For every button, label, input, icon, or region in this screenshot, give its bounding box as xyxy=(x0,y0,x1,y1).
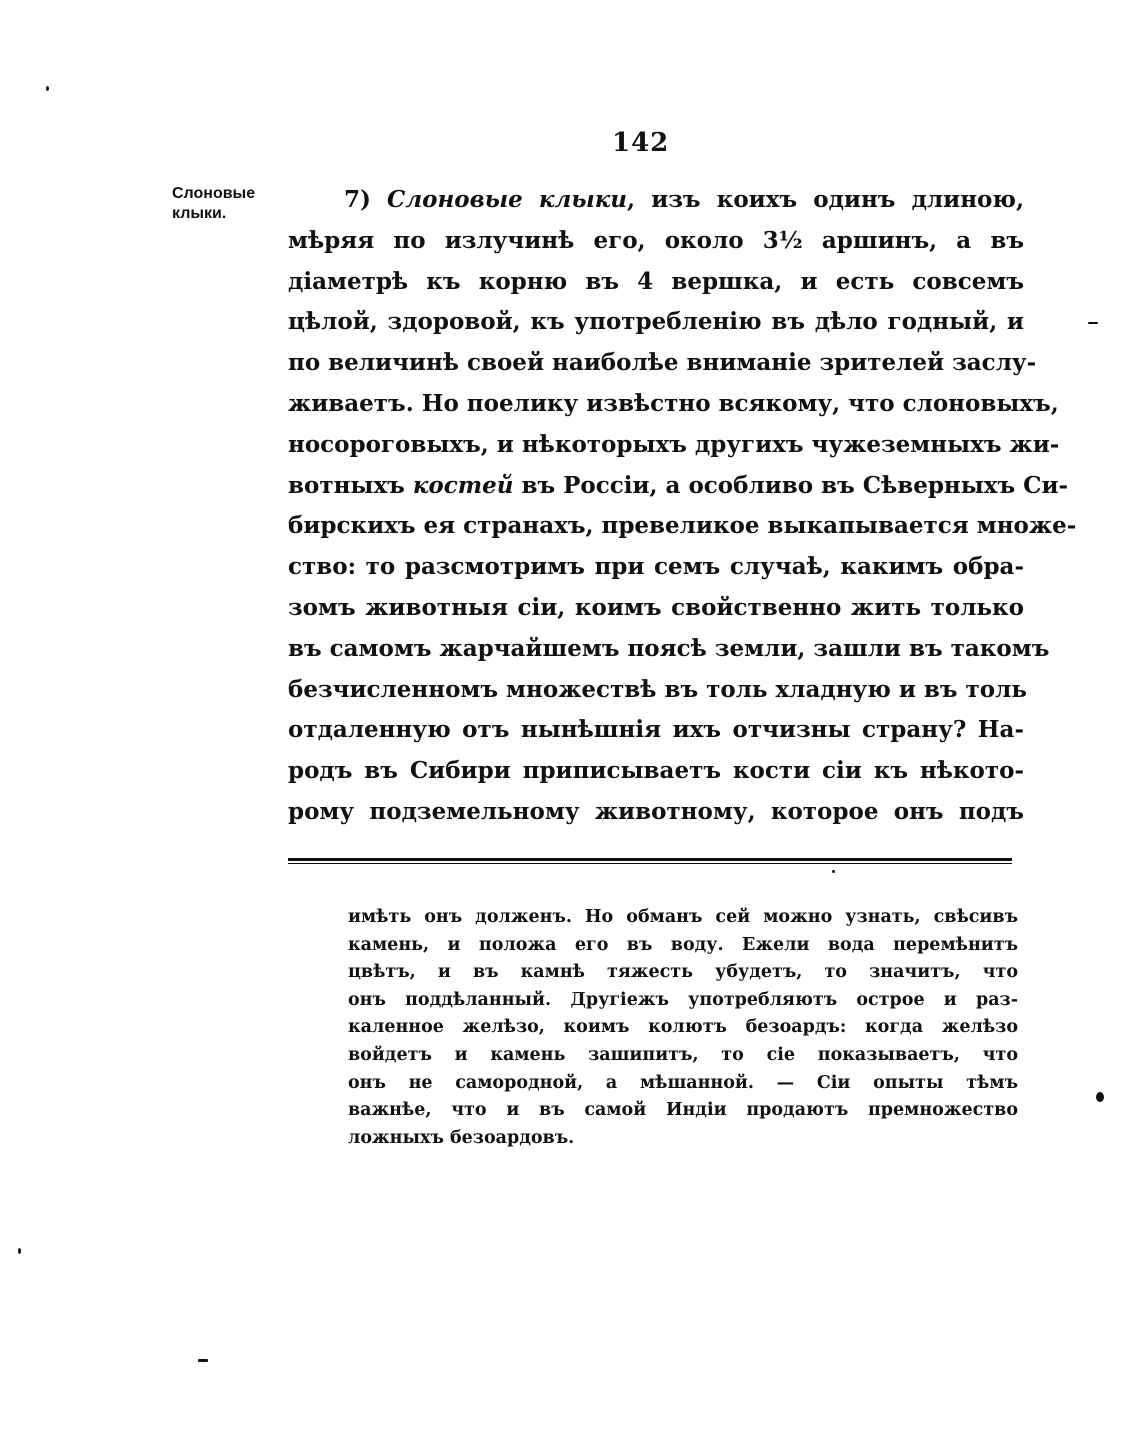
text-line: въ самомъ жарчайшемъ поясѣ земли, зашли въ такомъ xyxy=(288,634,1050,662)
text-line xyxy=(288,466,1069,507)
footnote xyxy=(348,904,1018,1152)
text-line xyxy=(288,180,1024,221)
main-paragraph xyxy=(288,180,1077,833)
text-line: ство: то разсмотримъ при семъ случаѣ, какимъ обра- xyxy=(288,553,1024,581)
scan-speck xyxy=(46,86,49,91)
footnote-line: цвѣтъ, и въ камнѣ тяжесть убудетъ, то значитъ, что xyxy=(348,962,1018,983)
scan-speck xyxy=(832,870,835,873)
footnote-line: имѣть онъ долженъ. Но обманъ сей можно узнать, свѣсивъ xyxy=(348,907,1018,927)
text-line: зомъ животныя сіи, коимъ свойственно жить только xyxy=(288,593,1024,621)
margin-note-line-1: Слоновые xyxy=(172,185,256,202)
text-line: рому подземельному животному, которое онъ подъ xyxy=(288,797,1024,825)
text-line: родъ въ Сибири приписываетъ кости сіи къ нѣкото- xyxy=(288,757,1024,785)
margin-note xyxy=(172,184,255,224)
footnote-divider xyxy=(288,858,1012,864)
text-line: бирскихъ ея странахъ, превеликое выкапывается множе- xyxy=(288,512,1077,540)
text-line: живаетъ. Но поелику извѣстно всякому, что слоновыхъ, xyxy=(288,389,1059,417)
footnote-line: важнѣе, что и въ самой Индіи продаютъ премножество xyxy=(348,1100,1018,1121)
text-line: цѣлой, здоровой, къ употребленію въ дѣло годный, и xyxy=(288,308,1024,336)
scan-speck xyxy=(18,1248,21,1254)
footnote-line: онъ не самородной, а мѣшанной. — Сіи опыты тѣмъ xyxy=(348,1072,1018,1093)
text-fragment: въ Россіи, а особливо въ Сѣверныхъ Си- xyxy=(521,471,1069,499)
footnote-line: онъ поддѣланный. Другіежъ употребляютъ острое и раз- xyxy=(348,989,1018,1010)
page-number: 142 xyxy=(612,128,670,158)
text-line: носороговыхъ, и нѣкоторыхъ другихъ чужеземныхъ жи- xyxy=(288,430,1060,458)
text-fragment: , изъ коихъ одинъ длиною, xyxy=(627,186,1024,213)
scan-speck xyxy=(1088,322,1098,324)
footnote-line: войдетъ и камень зашипитъ, то сіе показываетъ, что xyxy=(348,1044,1018,1065)
footnote-line: ложныхъ безоардовъ. xyxy=(348,1127,575,1148)
scan-speck xyxy=(198,1359,208,1362)
text-line: безчисленномъ множествѣ въ толь хладную и въ толь xyxy=(288,675,1027,703)
text-fragment: вотныхъ xyxy=(288,471,405,499)
italic-term: Слоновые клыки xyxy=(387,186,628,213)
text-line: мѣряя по излучинѣ его, около 3½ аршинъ, а въ xyxy=(288,226,1024,254)
text-line: по величинѣ своей наиболѣе вниманіе зрителей заслу- xyxy=(288,349,1037,377)
footnote-line: каленное желѣзо, коимъ колютъ безоардъ: когда желѣзо xyxy=(348,1017,1018,1038)
scan-speck xyxy=(1096,1092,1104,1102)
item-number: 7) xyxy=(344,186,371,213)
margin-note-line-2: клыки. xyxy=(172,205,227,222)
footnote-line: камень, и положа его въ воду. Ежели вода перемѣнитъ xyxy=(348,934,1018,955)
italic-term: костей xyxy=(412,471,514,499)
text-line: отдаленную отъ нынѣшнія ихъ отчизны страну? На- xyxy=(288,716,1024,744)
text-line: діаметрѣ къ корню въ 4 вершка, и есть совсемъ xyxy=(288,267,1024,295)
